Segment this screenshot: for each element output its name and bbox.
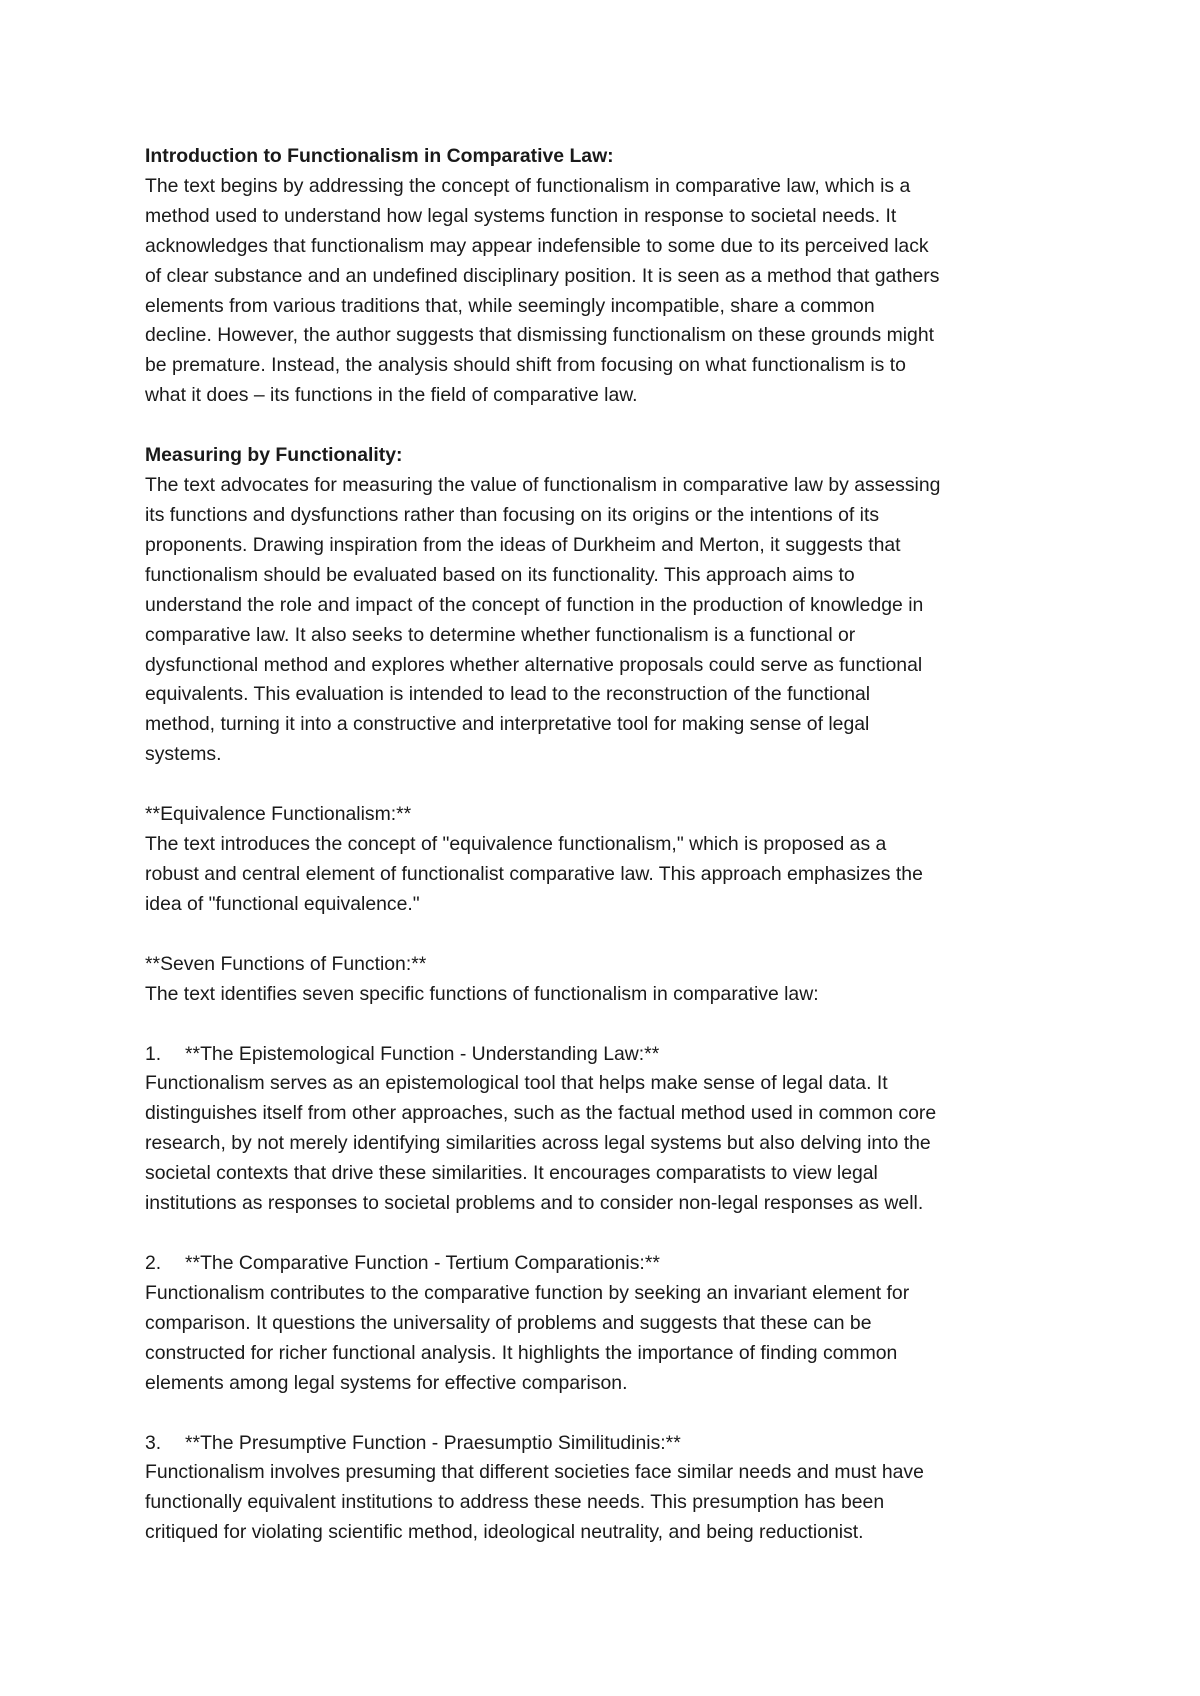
list-item-number: 2. [145,1252,162,1274]
measuring-line: its functions and dysfunctions rather than focusing on its origins or the intentions of its [145,503,880,526]
list-item-title [145,1040,1080,1070]
measuring-line: method, turning it into a constructive and interpretative tool for making sense of legal [145,713,870,736]
list-item-line: elements among legal systems for effective comparison. [145,1371,628,1394]
intro-line: acknowledges that functionalism may appear indefensible to some due to its perceived lack [145,234,929,257]
equivalence-heading: **Equivalence Functionalism:** [145,803,412,826]
list-item-line: Functionalism contributes to the comparative function by seeking an invariant element for [145,1281,910,1304]
list-item-line: critiqued for violating scientific method, ideological neutrality, and being reductionist. [145,1521,864,1544]
document-page [145,142,1080,1548]
measuring-line: dysfunctional method and explores whether alternative proposals could serve as functional [145,653,923,676]
equivalence-line: idea of "functional equivalence." [145,892,420,915]
list-item-title-text: **The Presumptive Function - Praesumptio Similitudinis:** [185,1431,681,1454]
measuring-line: The text advocates for measuring the value of functionalism in comparative law by assessing [145,474,941,497]
intro-line: The text begins by addressing the concept of functionalism in comparative law, which is a [145,174,911,197]
list-item-line: Functionalism involves presuming that different societies face similar needs and must have [145,1461,924,1484]
list-item-line: comparison. It questions the universality of problems and suggests that these can be [145,1311,872,1334]
measuring-line: understand the role and impact of the concept of function in the production of knowledge in [145,593,924,616]
intro-line: be premature. Instead, the analysis should shift from focusing on what functionalism is to [145,354,906,377]
measuring-line: equivalents. This evaluation is intended to lead to the reconstruction of the functional [145,683,871,706]
intro-line: decline. However, the author suggests that dismissing functionalism on these grounds might [145,324,934,347]
list-item-line: constructed for richer functional analysis. It highlights the importance of finding common [145,1341,898,1364]
list-item-title [145,1429,1080,1459]
list-item-line: institutions as responses to societal problems and to consider non-legal responses as well. [145,1192,924,1215]
equivalence-line: robust and central element of functionalist comparative law. This approach emphasizes the [145,862,923,885]
list-item-line: societal contexts that drive these similarities. It encourages comparatists to view legal [145,1162,878,1185]
list-item-title [145,1249,1080,1279]
intro-line: elements from various traditions that, while seemingly incompatible, share a common [145,294,875,317]
intro-line: what it does – its functions in the field of comparative law. [145,384,638,407]
list-item-title-text: **The Epistemological Function - Understanding Law:** [185,1042,660,1065]
measuring-line: proponents. Drawing inspiration from the ideas of Durkheim and Merton, it suggests that [145,533,901,556]
intro-heading: Introduction to Functionalism in Comparative Law: [145,145,614,167]
measuring-line: systems. [145,743,222,766]
list-item-line: Functionalism serves as an epistemological tool that helps make sense of legal data. It [145,1072,888,1095]
equivalence-line: The text introduces the concept of "equivalence functionalism," which is proposed as a [145,833,887,856]
list-item-line: research, by not merely identifying similarities across legal systems but also delving into the [145,1132,931,1155]
list-item-number: 3. [145,1431,162,1454]
measuring-line: comparative law. It also seeks to determine whether functionalism is a functional or [145,623,856,646]
intro-line: of clear substance and an undefined disciplinary position. It is seen as a method that gathers [145,264,940,287]
measuring-heading: Measuring by Functionality: [145,444,403,467]
list-item-line: functionally equivalent institutions to address these needs. This presumption has been [145,1491,885,1514]
list-item-number: 1. [145,1042,162,1065]
list-item-title-text: **The Comparative Function - Tertium Comparationis:** [185,1252,660,1274]
seven-functions-heading: **Seven Functions of Function:** [145,952,427,975]
seven-functions-line: The text identifies seven specific functions of functionalism in comparative law: [145,982,819,1005]
intro-line: method used to understand how legal systems function in response to societal needs. It [145,204,897,227]
measuring-line: functionalism should be evaluated based on its functionality. This approach aims to [145,563,855,586]
list-item-line: distinguishes itself from other approaches, such as the factual method used in common core [145,1102,937,1125]
